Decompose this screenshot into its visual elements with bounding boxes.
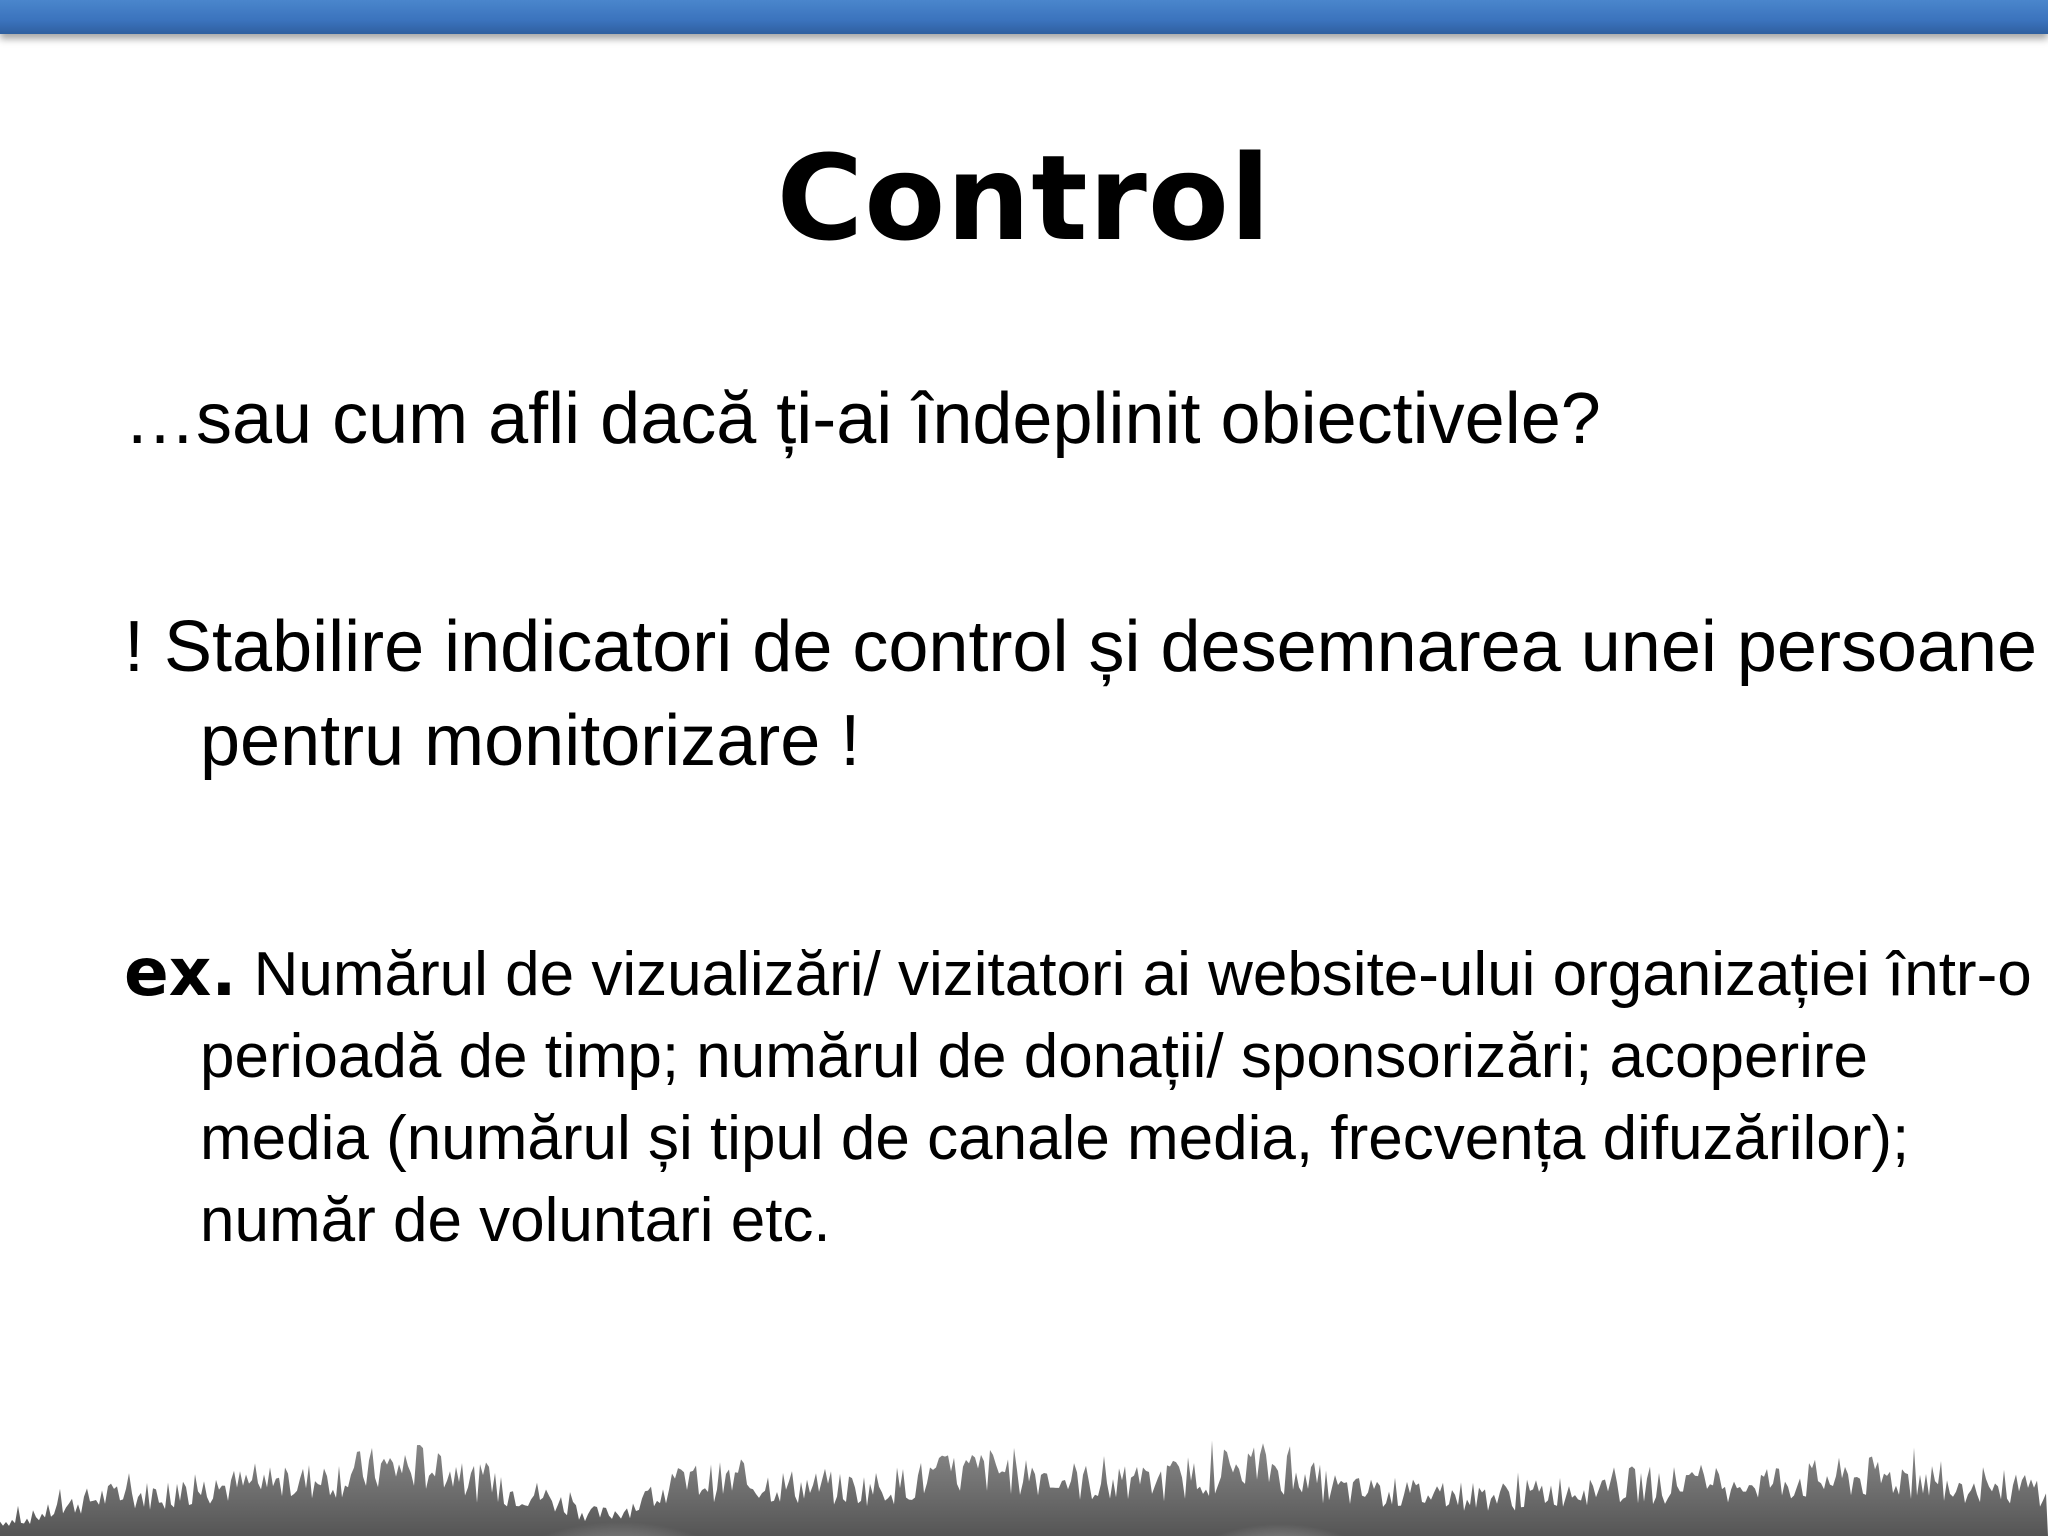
top-accent-bar [0, 0, 2048, 34]
waveform-shape [0, 1440, 2048, 1536]
example-label: ex. [124, 934, 237, 1011]
question-text: …sau cum afli dacă ți-ai îndeplinit obiectivele? [124, 379, 1601, 459]
audio-waveform-decoration [0, 1406, 2048, 1536]
example-text: Numărul de vizualizări/ vizitatori ai website-ului organizației într-o perioadă de timp; numărul de donații/ sponsorizări; acoperire media (numărul și tipul de canale media, frecvența difuzărilor); număr de voluntari etc. [200, 940, 2032, 1255]
slide-title: Control [776, 129, 1272, 267]
statement-text: ! Stabilire indicatori de control și desemnarea unei persoane pentru monitorizare ! [124, 607, 2038, 781]
example-paragraph [124, 932, 2040, 1262]
